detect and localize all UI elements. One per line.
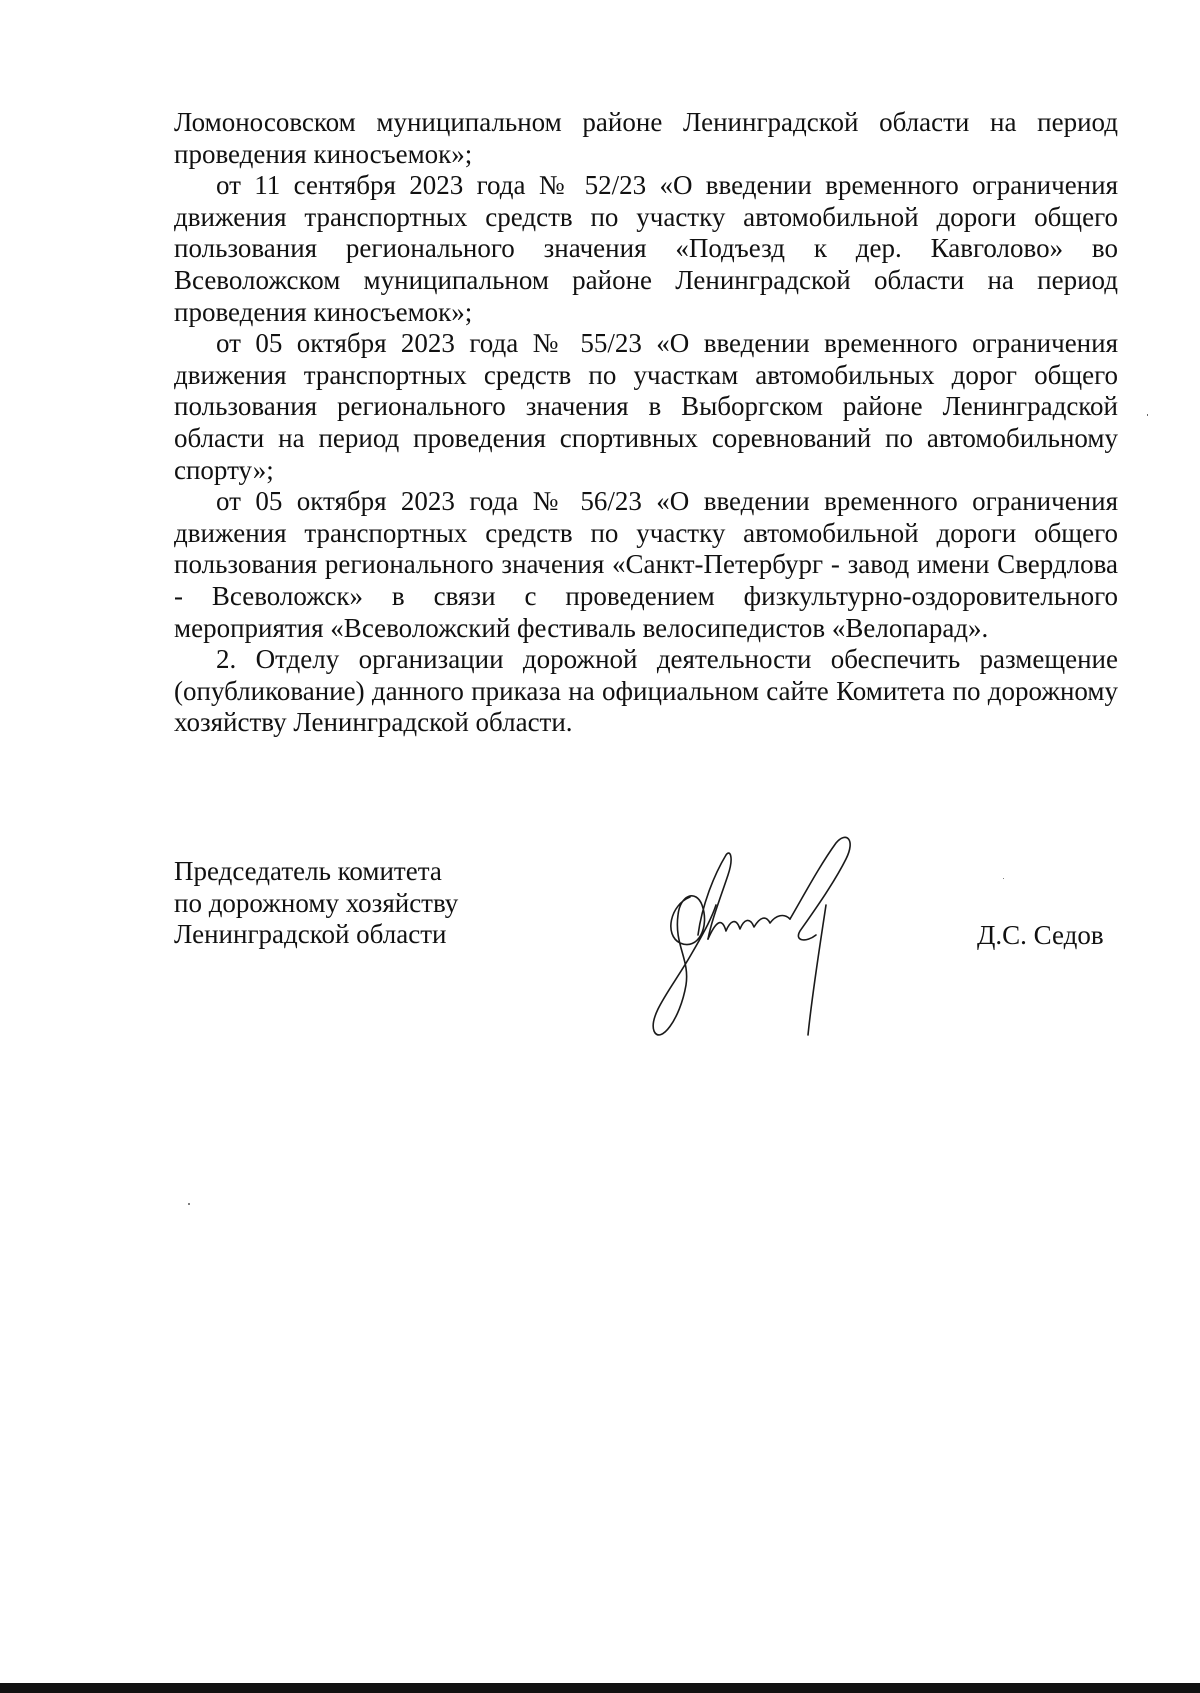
paragraph-order-56-23: от 05 октября 2023 года № 56/23 «О введении временного ограничения движения транспортных средств по участку автомобильной дороги общего пользования регионального значения «Санкт-Петербург - завод имени Свердлова - Всеволожск» в связи с проведением физкультурно-оздоровительного мероприятия «Всеволожский фестиваль велосипедистов «Велопарад». <box>174 486 1118 643</box>
signer-title-line: Председатель комитета <box>174 856 442 886</box>
paragraph-order-52-23: от 11 сентября 2023 года № 52/23 «О введении временного ограничения движения транспортных средств по участку автомобильной дороги общего пользования регионального значения «Подъезд к дер. Кавголово» во Всеволожском муниципальном районе Ленинградской области на период проведения киносъемок»; <box>174 170 1118 327</box>
scan-speck <box>1003 878 1004 879</box>
document-body <box>174 107 1118 739</box>
signer-title-block <box>174 856 458 951</box>
scan-speck <box>188 1203 190 1205</box>
paragraph-continuation: Ломоносовском муниципальном районе Ленинградской области на период проведения киносъемок»; <box>174 107 1118 169</box>
handwritten-signature <box>650 835 910 1055</box>
signer-title-line: Ленинградской области <box>174 919 447 950</box>
signer-name: Д.С. Седов <box>977 920 1104 950</box>
paragraph-item-2: 2. Отделу организации дорожной деятельности обеспечить размещение (опубликование) данного приказа на официальном сайте Комитета по дорожному хозяйству Ленинградской области. <box>174 644 1118 738</box>
signer-title-line: по дорожному хозяйству <box>174 887 459 918</box>
scan-speck <box>1147 414 1148 416</box>
bottom-scan-border <box>0 1683 1200 1693</box>
paragraph-order-55-23: от 05 октября 2023 года № 55/23 «О введении временного ограничения движения транспортных средств по участкам автомобильных дорог общего пользования регионального значения в Выборгском районе Ленинградской области на период проведения спортивных соревнований по автомобильному спорту»; <box>174 328 1118 485</box>
